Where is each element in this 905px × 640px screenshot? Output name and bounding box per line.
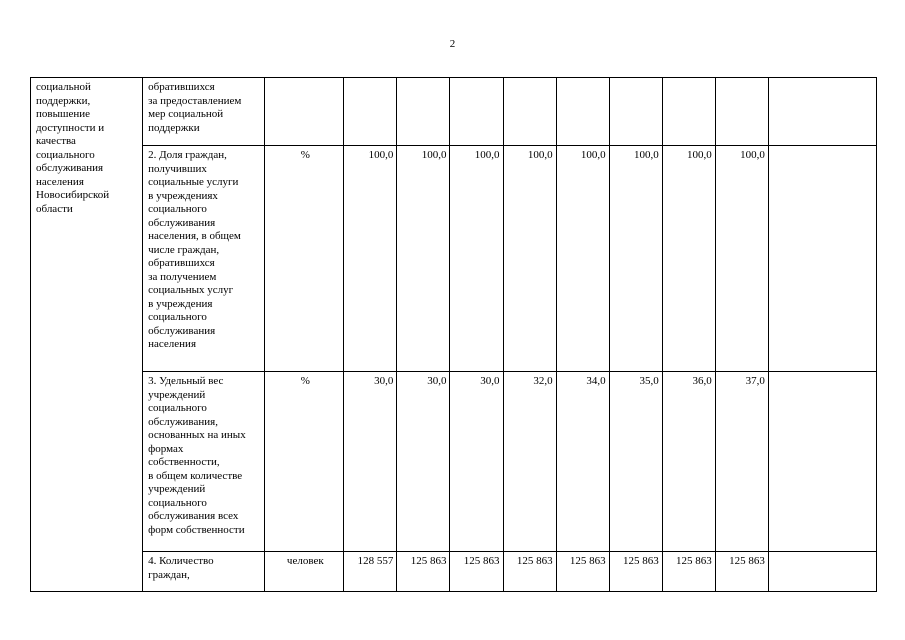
note-cell [768, 146, 876, 372]
value-cell: 128 557 [344, 552, 397, 592]
value-cell: 125 863 [397, 552, 450, 592]
value-cell: 30,0 [344, 372, 397, 552]
value-cell [609, 78, 662, 146]
value-cell [662, 78, 715, 146]
note-cell [768, 78, 876, 146]
value-cell: 100,0 [450, 146, 503, 372]
value-cell: 125 863 [609, 552, 662, 592]
value-cell: 125 863 [503, 552, 556, 592]
goal-cell: социальной поддержки, повышение доступности и качества социального обслуживания населения Новосибирской области [31, 78, 143, 592]
value-cell: 36,0 [662, 372, 715, 552]
unit-cell: % [265, 146, 344, 372]
value-cell: 34,0 [556, 372, 609, 552]
value-cell: 125 863 [556, 552, 609, 592]
value-cell: 32,0 [503, 372, 556, 552]
value-cell: 100,0 [662, 146, 715, 372]
value-cell: 100,0 [503, 146, 556, 372]
value-cell [397, 78, 450, 146]
value-cell: 30,0 [397, 372, 450, 552]
indicator-cell: 2. Доля граждан, получивших социальные услуги в учреждениях социального обслуживания населения, в общем числе граждан, обратившихся за получением социальных услуг в учреждения социального обслуживания населения [143, 146, 265, 372]
value-cell: 100,0 [556, 146, 609, 372]
table-row [31, 78, 877, 146]
unit-cell [265, 78, 344, 146]
note-cell [768, 552, 876, 592]
note-cell [768, 372, 876, 552]
value-cell: 37,0 [715, 372, 768, 552]
value-cell: 100,0 [397, 146, 450, 372]
value-cell [715, 78, 768, 146]
value-cell: 100,0 [609, 146, 662, 372]
unit-cell: человек [265, 552, 344, 592]
value-cell [344, 78, 397, 146]
indicator-cell: обратившихся за предоставлением мер социальной поддержки [143, 78, 265, 146]
page-number: 2 [449, 38, 456, 50]
value-cell: 30,0 [450, 372, 503, 552]
value-cell [503, 78, 556, 146]
value-cell: 100,0 [344, 146, 397, 372]
value-cell: 125 863 [662, 552, 715, 592]
indicator-cell: 4. Количество граждан, [143, 552, 265, 592]
table-row [31, 372, 877, 552]
indicators-table [30, 77, 877, 592]
table-row [31, 552, 877, 592]
value-cell [556, 78, 609, 146]
value-cell: 125 863 [450, 552, 503, 592]
value-cell: 35,0 [609, 372, 662, 552]
value-cell [450, 78, 503, 146]
indicator-cell: 3. Удельный вес учреждений социального обслуживания, основанных на иных формах собственности, в общем количестве учреждений социального обслуживания всех форм собственности [143, 372, 265, 552]
value-cell: 100,0 [715, 146, 768, 372]
unit-cell: % [265, 372, 344, 552]
value-cell: 125 863 [715, 552, 768, 592]
table-row [31, 146, 877, 372]
